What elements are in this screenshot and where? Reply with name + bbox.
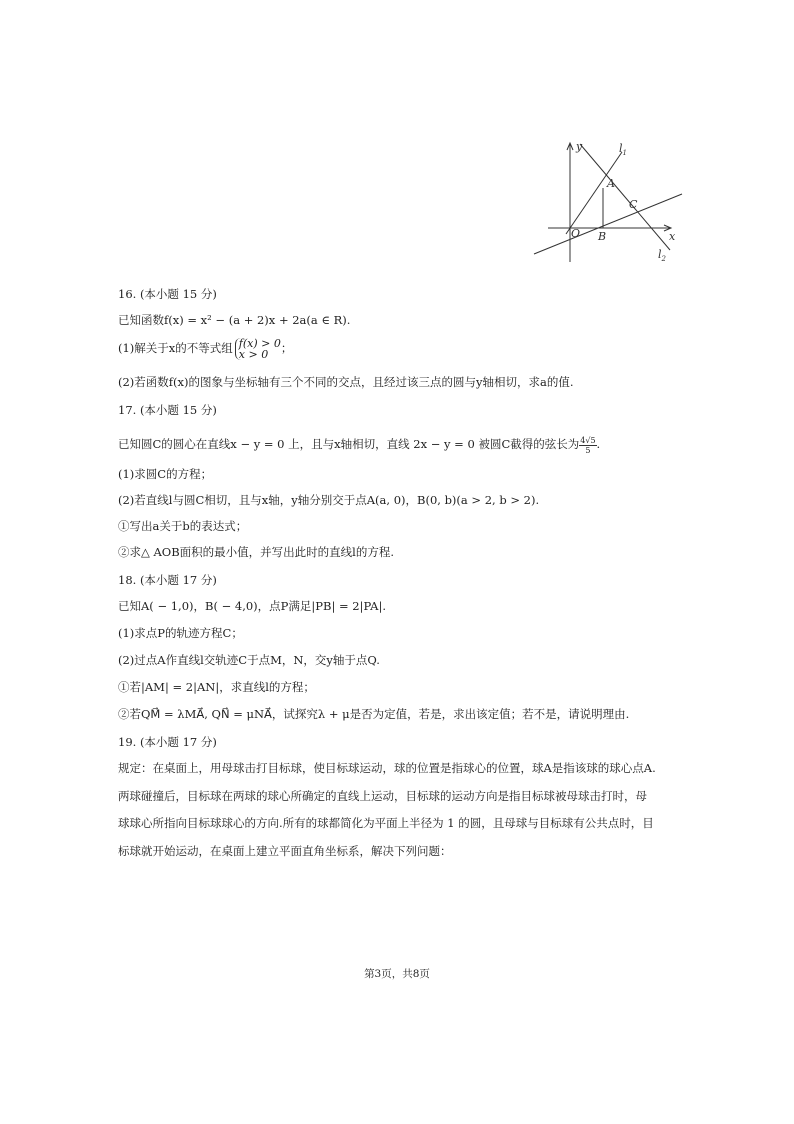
system-line-1: f(x) > 0 <box>238 337 281 350</box>
coordinate-figure <box>530 136 690 266</box>
label-l2: $l_2$ <box>658 248 666 263</box>
page-footer: 第3页，共8页 <box>364 968 430 980</box>
q19-line2: 两球碰撞后，目标球在两球的球心所确定的直线上运动，目标球的运动方向是指目标球被母球击打时，母 <box>118 789 647 803</box>
q18-part2: (2)过点A作直线l交轨迹C于点M，N，交y轴于点Q. <box>118 653 380 667</box>
q19-line4: 标球就开始运动，在桌面上建立平面直角坐标系，解决下列问题： <box>118 844 452 858</box>
label-x: x <box>669 230 676 243</box>
fraction-denominator: 5 <box>585 445 591 455</box>
q16-part1-prefix: (1)解关于x的不等式组 <box>118 341 233 355</box>
q19-header: 19. (本小题 17 分) <box>118 735 217 749</box>
q19-line1: 规定：在桌面上，用母球击打目标球，使目标球运动，球的位置是指球心的位置，球A是指该球的球心点A. <box>118 761 656 775</box>
q17-part1: (1)求圆C的方程； <box>118 467 213 481</box>
q16-stem: 已知函数f(x) = x² − (a + 2)x + 2a(a ∈ R). <box>118 313 351 327</box>
system-line-2: x > 0 <box>238 348 269 361</box>
label-l1: $l_1$ <box>619 142 627 157</box>
q17-part2: (2)若直线l与圆C相切，且与x轴，y轴分别交于点A(a, 0)，B(0, b)(a > 2, b > 2). <box>118 493 540 507</box>
q16-header: 16. (本小题 15 分) <box>118 287 217 301</box>
label-y: y <box>576 140 583 153</box>
line-oc <box>534 194 682 254</box>
q17-part2a: ①写出a关于b的表达式； <box>118 519 248 533</box>
label-B: B <box>598 230 607 243</box>
q17-header: 17. (本小题 15 分) <box>118 403 217 417</box>
fraction-numerator: 4√5 <box>580 435 596 445</box>
label-C: C <box>629 198 638 211</box>
q18-part2a: ①若|AM| = 2|AN|，求直线l的方程； <box>118 680 315 694</box>
q16-part1 <box>118 336 292 360</box>
q18-part2b: ②若QM⃗ = λMA⃗, QN⃗ = μNA⃗，试探究λ + μ是否为定值，若是，求出该定值；若不是，请说明理由. <box>118 707 630 721</box>
label-A: A <box>607 177 615 190</box>
q17-stem <box>118 432 600 456</box>
q16-part2: (2)若函数f(x)的图象与坐标轴有三个不同的交点，且经过该三点的圆与y轴相切，求a的值. <box>118 375 574 389</box>
q17-part2b: ②求△ AOB面积的最小值，并写出此时的直线l的方程. <box>118 545 395 559</box>
q18-part1: (1)求点P的轨迹方程C； <box>118 626 243 640</box>
q19-line3: 球球心所指向目标球球心的方向.所有的球都简化为平面上半径为 1 的圆，且母球与目标球有公共点时，目 <box>118 816 654 830</box>
q17-stem-prefix: 已知圆C的圆心在直线x − y = 0 上，且与x轴相切，直线 2x − y = 0 被圆C截得的弦长为 <box>118 437 580 451</box>
chord-length-fraction <box>579 436 596 455</box>
inequality-system <box>235 338 281 360</box>
label-O: O <box>571 227 581 240</box>
q18-header: 18. (本小题 17 分) <box>118 573 217 587</box>
q18-stem: 已知A( − 1,0)，B( − 4,0)，点P满足|PB| = 2|PA|. <box>118 599 387 613</box>
q16-part1-suffix: ； <box>280 341 293 355</box>
line-l2 <box>580 144 670 250</box>
q17-stem-suffix: . <box>596 437 601 451</box>
